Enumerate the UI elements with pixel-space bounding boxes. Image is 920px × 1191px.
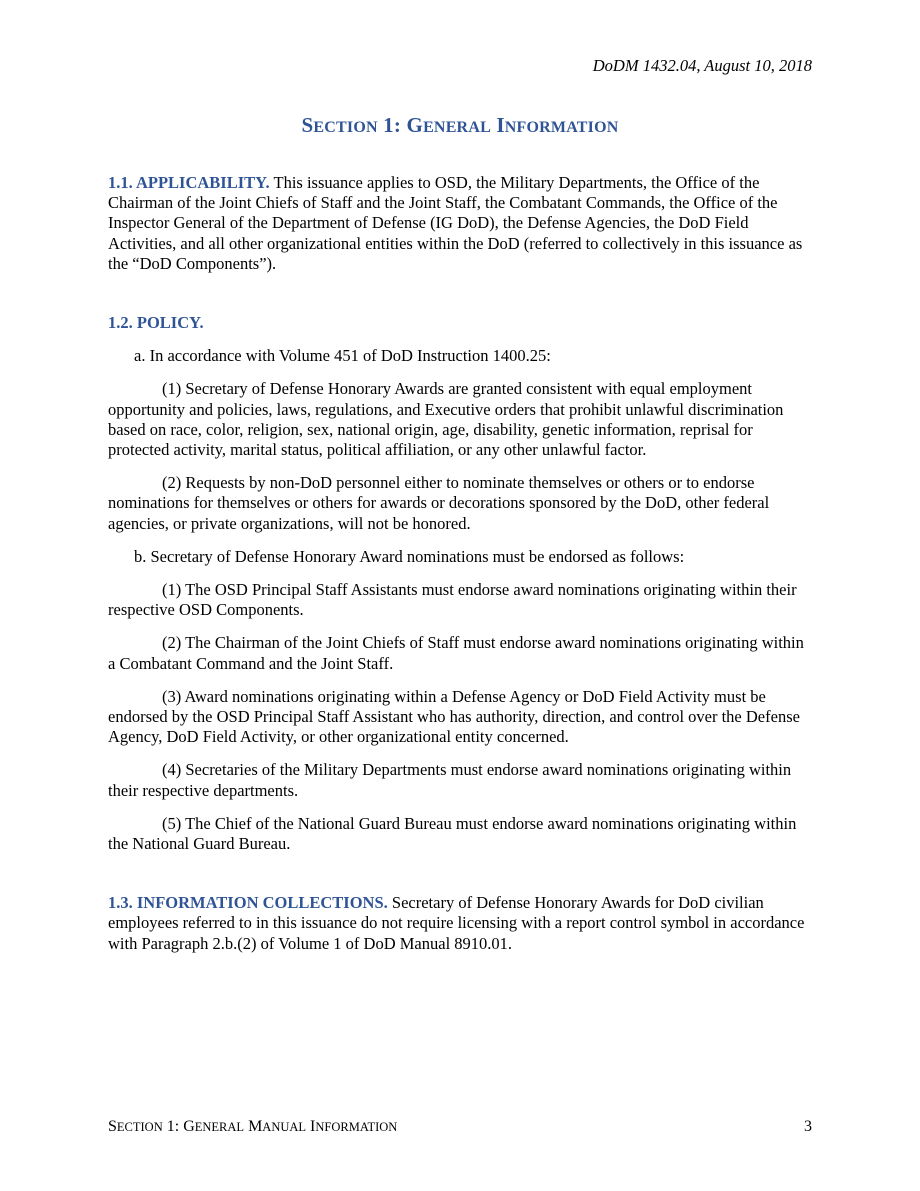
section-1-1-text: This issuance applies to OSD, the Military Departments, the Office of the Chairman of the Joint Chiefs of Staff and the Joint Staff, the Combatant Commands, the Office of the Inspector General of the Department of Defense (IG DoD), the Defense Agencies, the DoD Field Activities, and all other organizational entities within the DoD (referred to collectively in this issuance as the “DoD Components”).	[108, 173, 803, 273]
footer-section-label: SECTION 1: GENERAL MANUAL INFORMATION	[108, 1118, 398, 1135]
section-1-3	[108, 893, 814, 954]
document-reference: DoDM 1432.04, August 10, 2018	[592, 56, 812, 75]
paragraph-a-2: (2) Requests by non-DoD personnel either to nominate themselves or others or to endorse nominations for themselves or others for awards or decorations sponsored by the DoD, other federal agencies, or private organizations, will not be honored.	[108, 473, 770, 533]
page-number: 3	[804, 1118, 812, 1135]
paragraph-b-4: (4) Secretaries of the Military Departments must endorse award nominations originating within their respective departments.	[108, 760, 792, 800]
section-1-3-text: Secretary of Defense Honorary Awards for DoD civilian employees referred to in this issuance do not require licensing with a report control symbol in accordance with Paragraph 2.b.(2) of Volume 1 of DoD Manual 8910.01.	[108, 893, 805, 953]
section-1-2-heading: 1.2. POLICY.	[108, 313, 204, 333]
section-1-1	[108, 173, 814, 274]
page-footer	[108, 1118, 812, 1136]
paragraph-b: b. Secretary of Defense Honorary Award nominations must be endorsed as follows:	[134, 546, 685, 566]
section-1-3-heading: 1.3. INFORMATION COLLECTIONS.	[108, 893, 388, 913]
paragraph-b-3: (3) Award nominations originating within a Defense Agency or DoD Field Activity must be endorsed by the OSD Principal Staff Assistant who has authority, direction, and control over the Defense Agency, DoD Field Activity, or other organizational entity concerned.	[108, 686, 800, 747]
paragraph-b-1: (1) The OSD Principal Staff Assistants must endorse award nominations originating within their respective OSD Components.	[108, 580, 797, 620]
paragraph-a-1: (1) Secretary of Defense Honorary Awards are granted consistent with equal employment opportunity and policies, laws, regulations, and Executive orders that prohibit unlawful discrimination based on race, color, religion, sex, national origin, age, disability, genetic information, reprisal for protected activity, marital status, political affiliation, or any other unlawful factor.	[108, 379, 784, 460]
document-body	[108, 173, 814, 954]
section-title: SECTION 1: GENERAL INFORMATION	[301, 113, 619, 137]
section-1-1-heading: 1.1. APPLICABILITY.	[108, 173, 270, 192]
paragraph-b-2: (2) The Chairman of the Joint Chiefs of Staff must endorse award nominations originating within a Combatant Command and the Joint Staff.	[108, 633, 804, 673]
paragraph-b-5: (5) The Chief of the National Guard Bureau must endorse award nominations originating within the National Guard Bureau.	[108, 813, 797, 854]
paragraph-a: a. In accordance with Volume 451 of DoD Instruction 1400.25:	[134, 346, 551, 366]
